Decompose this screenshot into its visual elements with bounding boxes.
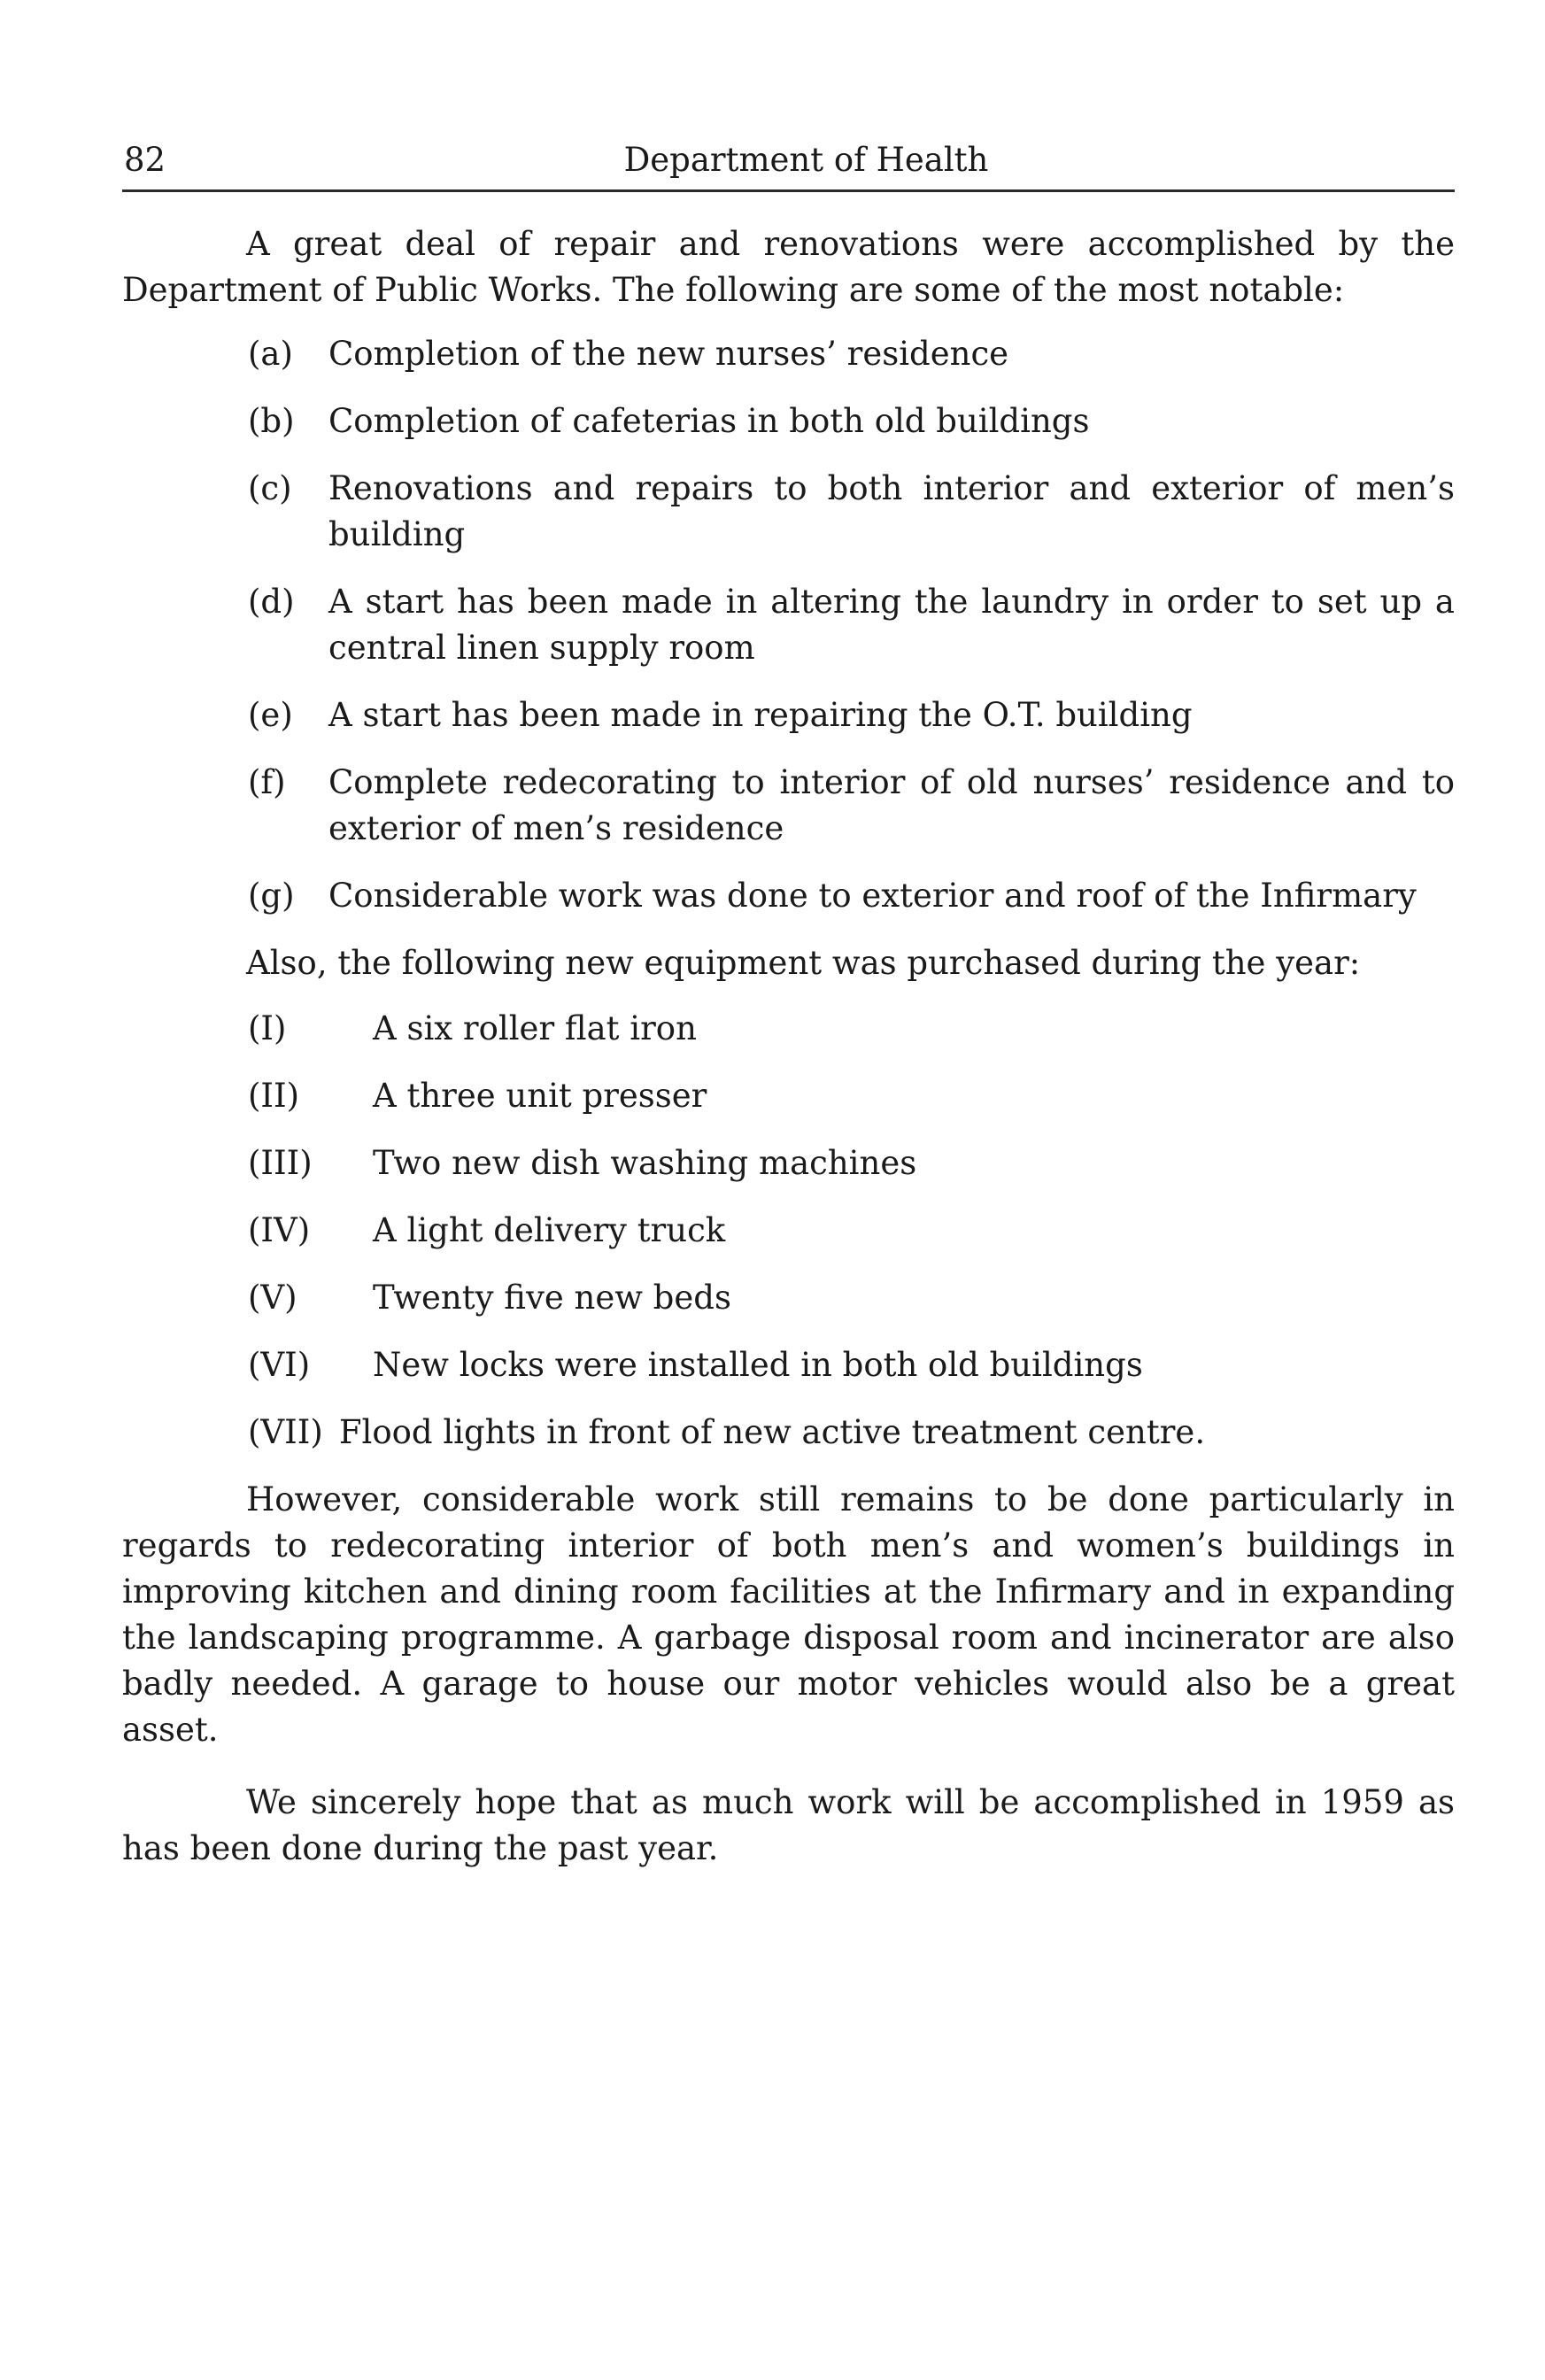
works-item (122, 331, 1455, 377)
closing-paragraph: We sincerely hope that as much work will be accomplished in 1959 as has been done during the past year. (122, 1783, 1455, 1867)
works-list (122, 331, 1455, 919)
works-item-marker: (a) (248, 335, 293, 373)
works-item (122, 873, 1455, 919)
equipment-item-text: Flood lights in front of new active treatment centre. (338, 1413, 1206, 1451)
works-item-text: Completion of cafeterias in both old buildings (328, 402, 1090, 440)
equipment-item (122, 1410, 1455, 1456)
equipment-item (122, 1073, 1455, 1119)
equipment-item-text: New locks were installed in both old buildings (373, 1346, 1143, 1384)
equipment-item-marker: (IV) (248, 1211, 311, 1249)
equipment-item-text: A light delivery truck (373, 1211, 726, 1249)
equipment-item-marker: (III) (248, 1144, 313, 1182)
page-number: 82 (124, 141, 166, 179)
equipment-item-text: Twenty five new beds (373, 1279, 731, 1317)
equipment-list (122, 1006, 1455, 1456)
works-item (122, 466, 1455, 558)
works-item-marker: (f) (248, 763, 286, 801)
equipment-item-text: Two new dish washing machines (373, 1144, 917, 1182)
equipment-item (122, 1342, 1455, 1388)
equipment-item-text: A six roller flat iron (373, 1009, 697, 1047)
equipment-lead: Also, the following new equipment was purchased during the year: (246, 944, 1361, 982)
works-item-marker: (e) (248, 696, 293, 734)
works-item (122, 692, 1455, 738)
works-item-text: A start has been made in altering the laundry in order to set up a central linen supply room (328, 583, 1455, 667)
works-item (122, 760, 1455, 852)
works-item-text: Complete redecorating to interior of old nurses’ residence and to exterior of men’s residence (328, 763, 1455, 847)
equipment-item-marker: (II) (248, 1077, 300, 1115)
works-item-marker: (c) (248, 469, 292, 507)
equipment-item-marker: (I) (248, 1009, 287, 1047)
works-item-text: Considerable work was done to exterior and roof of the Infirmary (328, 877, 1417, 915)
works-item-marker: (d) (248, 583, 295, 621)
equipment-item (122, 1006, 1455, 1052)
equipment-item-marker: (VII) (248, 1413, 323, 1451)
works-item-text: A start has been made in repairing the O.T. building (328, 696, 1193, 734)
works-item-marker: (g) (248, 877, 295, 915)
equipment-item-marker: (V) (248, 1279, 297, 1317)
header-rule (122, 189, 1455, 192)
running-title: Department of Health (623, 141, 989, 179)
works-item-marker: (b) (248, 402, 295, 440)
works-item (122, 579, 1455, 671)
remaining-work-paragraph: However, considerable work still remains to be done particularly in regards to redecorating interior of both men’s and women’s buildings in improving kitchen and dining room facilities at the Infirmary and in expanding the landscaping programme. A garbage disposal room and incinerator are also badly needed. A garage to house our motor vehicles would also be a great asset. (122, 1480, 1455, 1749)
equipment-item (122, 1140, 1455, 1186)
equipment-item (122, 1208, 1455, 1254)
equipment-item-marker: (VI) (248, 1346, 311, 1384)
works-item-text: Completion of the new nurses’ residence (328, 335, 1009, 373)
works-item-text: Renovations and repairs to both interior and exterior of men’s building (328, 469, 1455, 553)
document-page (122, 133, 1455, 1872)
intro-paragraph: A great deal of repair and renovations were accomplished by the Department of Public Works. The following are some of the most notable: (122, 225, 1455, 309)
equipment-item (122, 1275, 1455, 1321)
works-item (122, 398, 1455, 444)
equipment-item-text: A three unit presser (373, 1077, 707, 1115)
page-header (122, 133, 1455, 188)
